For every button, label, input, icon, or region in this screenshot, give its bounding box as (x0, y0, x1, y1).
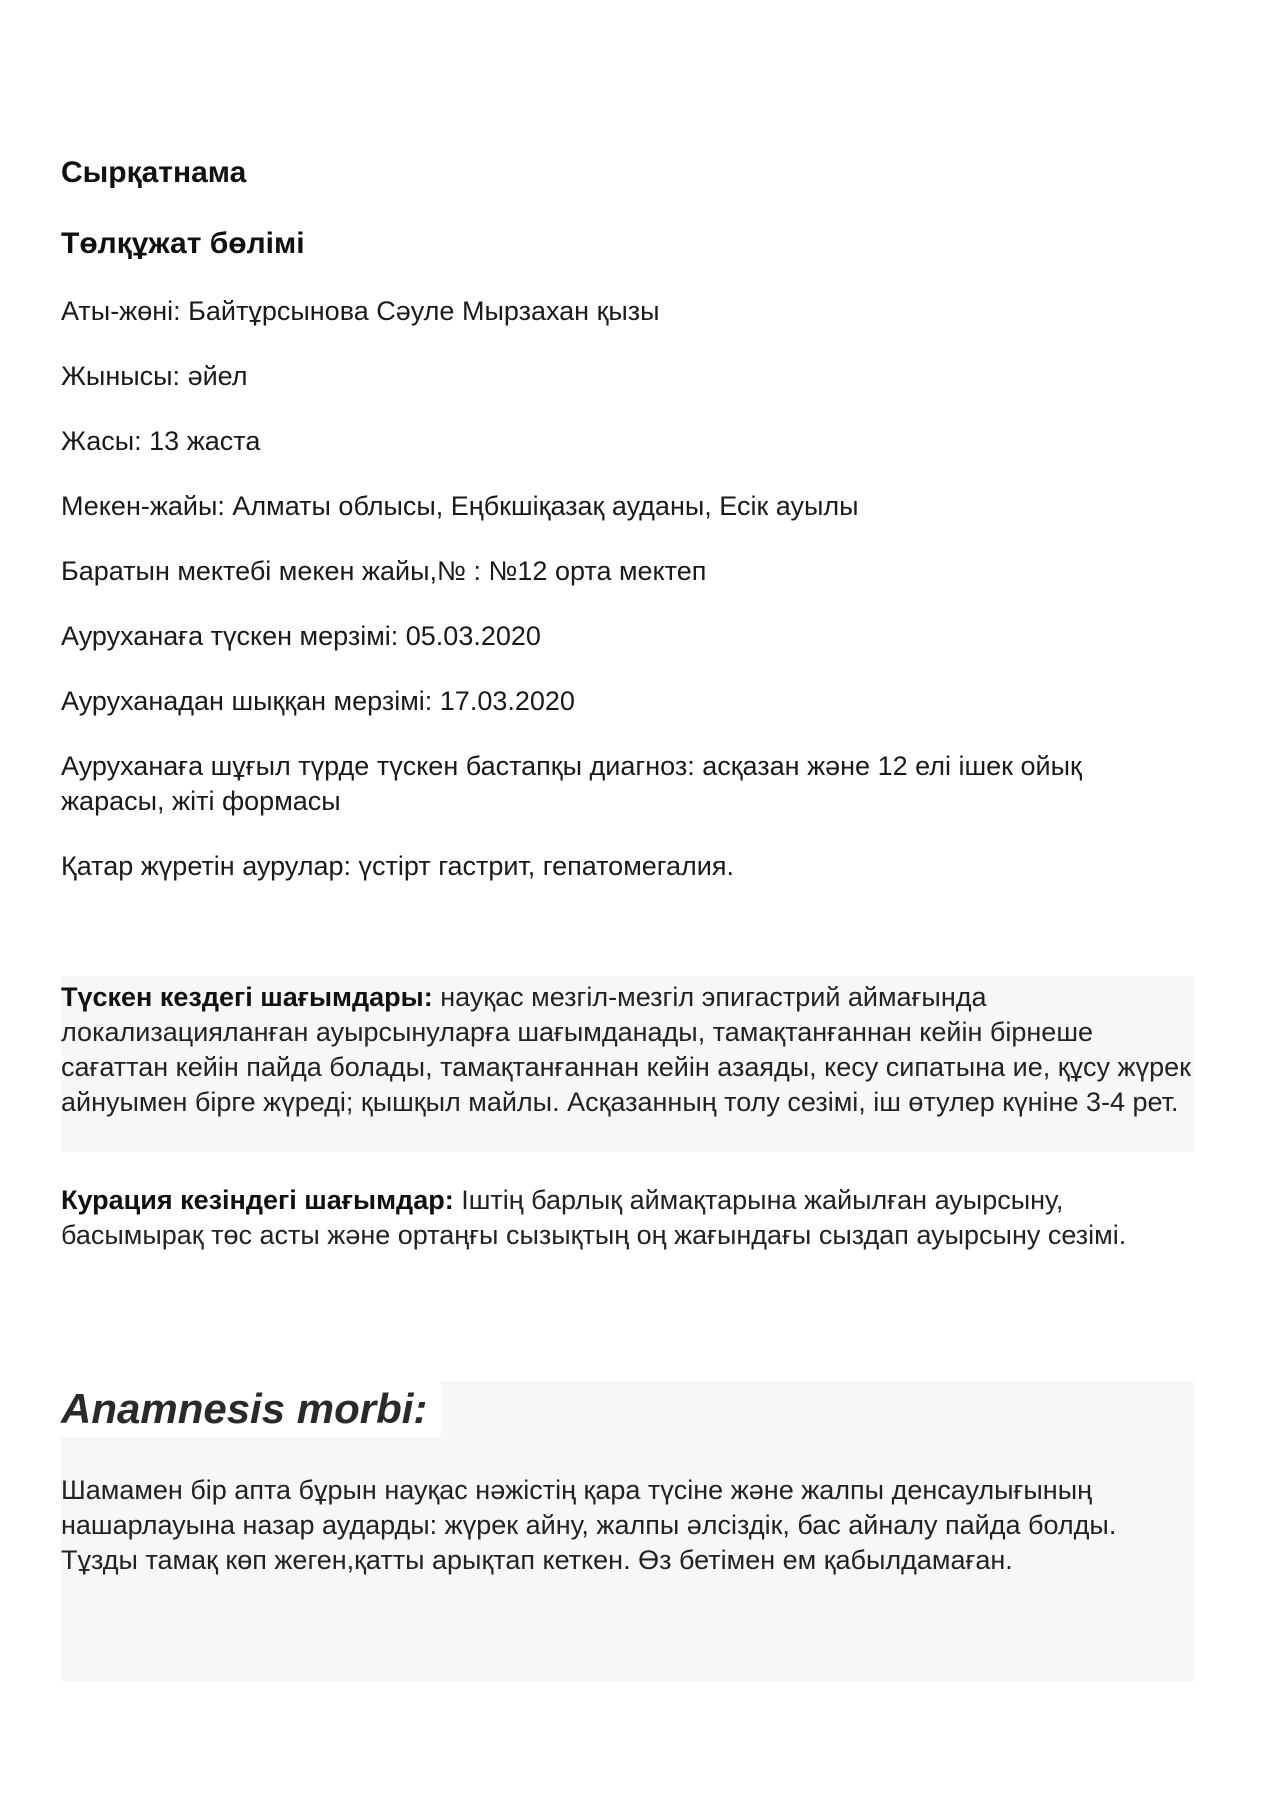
complaints-admission (61, 980, 1194, 1120)
field-comorbidities: Қатар жүретін аурулар: үстірт гастрит, гепатомегалия. (61, 851, 735, 881)
complaints-admission-label: Түскен кездегі шағымдары: (61, 982, 433, 1012)
field-initial-diagnosis: Ауруханаға шұғыл түрде түскен бастапқы диагноз: асқазан және 12 елі ішек ойық жарасы, жіті формасы (61, 751, 1082, 816)
document-title: Сырқатнама (61, 156, 247, 189)
anamnesis-text: Шамамен бір апта бұрын науқас нәжістің қара түсіне және жалпы денсаулығының нашарлауына назар аударды: жүрек айну, жалпы әлсіздік, бас айналу пайда болды. Тұзды тамақ көп жеген,қатты арықтап кеткен. Өз бетімен ем қабылдамаған. (61, 1475, 1117, 1575)
field-age: Жасы: 13 жаста (61, 426, 261, 456)
complaints-admission-text: науқас мезгіл-мезгіл эпигастрий аймағында локализацияланған ауырсынуларға шағымданады, тамақтанғаннан кейін бірнеше сағаттан кейін пайда болады, тамақтанғаннан кейін азаяды, кесу сипатына ие, құсу жүрек айнуымен бірге жүреді; қышқыл майлы. Асқазанның толу сезімі, іш өтулер күніне 3-4 рет. (61, 982, 1191, 1117)
field-discharge-date: Ауруханадан шыққан мерзімі: 17.03.2020 (61, 686, 575, 716)
anamnesis-heading: Anamnesis morbi: (61, 1385, 433, 1433)
field-admission-date: Ауруханаға түскен мерзімі: 05.03.2020 (61, 621, 541, 651)
complaints-curation-label: Курация кезіндегі шағымдар: (61, 1185, 454, 1215)
complaints-curation-text: Іштің барлық аймақтарына жайылған ауырсыну, басымырақ төс асты және ортаңғы сызықтың оң жағындағы сыздап ауырсыну сезімі. (61, 1185, 1127, 1250)
field-school: Баратын мектебі мекен жайы,№ : №12 орта мектеп (61, 556, 707, 586)
complaints-curation (61, 1183, 1194, 1253)
field-address: Мекен-жайы: Алматы облысы, Еңбкшіқазақ ауданы, Есік ауылы (61, 491, 859, 521)
field-full-name: Аты-жөні: Байтұрсынова Сәуле Мырзахан қызы (61, 296, 660, 326)
field-gender: Жынысы: әйел (61, 361, 248, 391)
section-title: Төлқұжат бөлімі (61, 227, 305, 260)
